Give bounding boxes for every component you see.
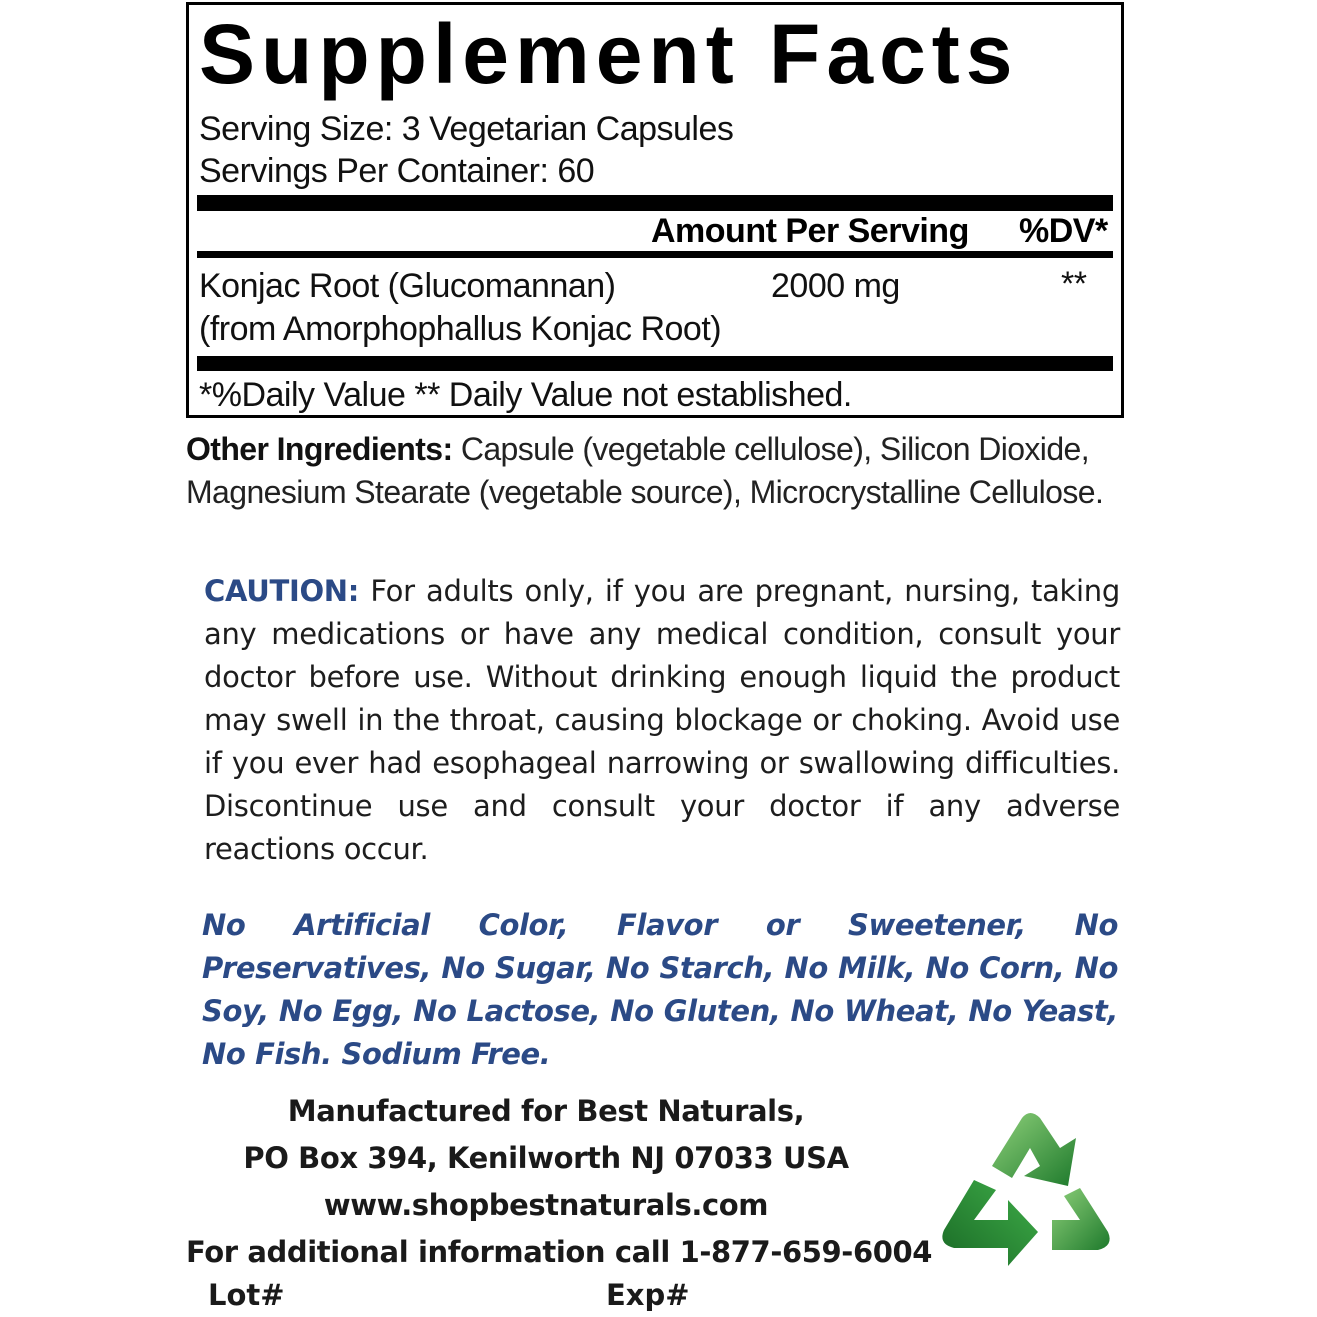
other-ingredients-label: Other Ingredients: xyxy=(186,431,453,467)
serving-size: Serving Size: 3 Vegetarian Capsules xyxy=(199,110,734,148)
other-ingredients-text: Capsule (vegetable cellulose), Silicon Dioxide, Magnesium Stearate (vegetable source), Microcrystalline Cellulose. xyxy=(186,431,1104,510)
header-amount-per-serving: Amount Per Serving xyxy=(651,212,969,250)
manufacturer-website: www.shopbestnaturals.com xyxy=(323,1188,769,1222)
divider-thick-bottom xyxy=(197,356,1113,371)
supplement-facts-title: Supplement Facts xyxy=(199,7,1019,101)
ingredient-name: Konjac Root (Glucomannan) xyxy=(199,267,616,305)
ingredient-amount: 2000 mg xyxy=(771,267,900,305)
caution-text: For adults only, if you are pregnant, nursing, taking any medications or have any medical condition, consult your doctor before use. Without drinking enough liquid the product may swell in the throat, causing blockage or choking. Avoid use if you ever had esophageal narrowing or swallowing difficulties. Discontinue use and consult your doctor if any adverse reactions occur. xyxy=(204,574,1120,866)
header-daily-value: %DV* xyxy=(1019,212,1108,250)
other-ingredients xyxy=(186,428,1126,514)
daily-value-footnote: *%Daily Value ** Daily Value not established. xyxy=(199,376,852,414)
divider-thin xyxy=(197,251,1113,258)
supplement-facts-panel xyxy=(186,2,1124,418)
exp-label: Exp# xyxy=(606,1278,690,1312)
recycle-icon xyxy=(930,1104,1120,1274)
lot-label: Lot# xyxy=(208,1278,285,1312)
manufacturer-address: PO Box 394, Kenilworth NJ 07033 USA xyxy=(243,1141,849,1175)
divider-thick xyxy=(197,195,1113,211)
servings-per-container: Servings Per Container: 60 xyxy=(199,152,595,190)
free-from-claims: No Artificial Color, Flavor or Sweetener, No Preservatives, No Sugar, No Starch, No Milk, No Corn, No Soy, No Egg, No Lactose, No Gluten, No Wheat, No Yeast, No Fish. Sodium Free. xyxy=(202,908,1118,1071)
caution-label: CAUTION: xyxy=(204,574,360,608)
manufacturer-info xyxy=(186,1088,933,1276)
ingredient-source: (from Amorphophallus Konjac Root) xyxy=(199,310,722,348)
manufacturer-phone: For additional information call 1-877-659-6004 xyxy=(186,1235,933,1269)
manufacturer-line: Manufactured for Best Naturals, xyxy=(287,1094,805,1128)
caution-statement xyxy=(204,570,1120,871)
ingredient-daily-value: ** xyxy=(1061,265,1087,303)
